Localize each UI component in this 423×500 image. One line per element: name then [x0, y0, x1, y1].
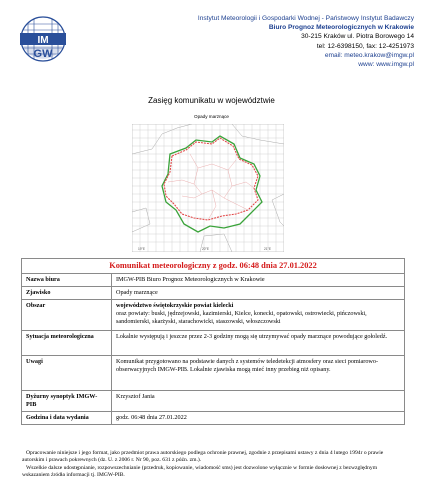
row-value: Komunikat przygotowano na podstawie danych z systemów teledetekcji atmosfery oraz sieci pomiarowo-obserwacyjnych IMGW-PIB. Lokalnie zjawiska mogą mieć inny przebieg niż opisany. — [112, 356, 405, 391]
row-value: Opady marznące — [112, 287, 405, 300]
map-caption: Opady marznące — [194, 114, 229, 119]
org-email[interactable]: email: meteo.krakow@imgw.pl — [324, 51, 414, 59]
org-name: Instytut Meteorologii i Gospodarki Wodnej - Państwowy Instytut Badawczy — [197, 15, 414, 22]
row-value: Krzysztof Jania — [112, 391, 405, 412]
organization-info — [144, 14, 414, 69]
area-list: oraz powiaty: buski, jędrzejowski, kazimierski, Kielce, konecki, opatowski, ostrowiecki, pińczowski, sandomierski, skarżyski, starachowicki, staszowski, włoszczowski — [116, 310, 367, 325]
imgw-logo — [20, 16, 66, 74]
map-title: Zasięg komunikatu w województwie — [148, 96, 275, 105]
area-primary: województwo świętokrzyskie powiat kielecki — [116, 302, 234, 309]
row-value-area — [112, 300, 405, 331]
table-row — [22, 412, 405, 425]
copyright-notice — [22, 450, 404, 480]
report-table — [21, 258, 405, 425]
svg-text:19°E: 19°E — [138, 247, 145, 251]
row-label: Sytuacja meteorologiczna — [22, 331, 112, 356]
svg-text:20°E: 20°E — [202, 247, 209, 251]
header — [0, 0, 423, 96]
row-label: Nazwa biura — [22, 274, 112, 287]
logo-text-top: IM — [37, 35, 49, 46]
row-label: Uwagi — [22, 356, 112, 391]
table-row — [22, 274, 405, 287]
table-row — [22, 287, 405, 300]
row-value: Lokalnie występują i jeszcze przez 2-3 godziny mogą się utrzymywać opady marznące powodujące gołoledź. — [112, 331, 405, 356]
row-label: Godzina i data wydania — [22, 412, 112, 425]
region-map — [132, 124, 284, 252]
notice-paragraph-2: Wszelkie dalsze udostępnianie, rozpowszechnianie (przedruk, kopiowanie, wiadomość sms) jest dozwolone wyłącznie w formie dosłownej z bezwzględnym wskazaniem źródła informacji tj. IMGW-PIB. — [22, 464, 378, 479]
row-label: Zjawisko — [22, 287, 112, 300]
org-web[interactable]: www: www.imgw.pl — [358, 61, 414, 69]
org-address: 30-215 Kraków ul. Piotra Borowego 14 — [301, 33, 414, 41]
org-phone: tel: 12-6398150, fax: 12-4251973 — [316, 42, 414, 50]
row-label: Obszar — [22, 300, 112, 331]
svg-text:21°E: 21°E — [264, 247, 271, 251]
row-value: IMGW-PIB Biuro Prognoz Meteorologicznych w Krakowie — [112, 274, 405, 287]
table-row — [22, 391, 405, 412]
table-row — [22, 300, 405, 331]
row-value: godz. 06:48 dnia 27.01.2022 — [112, 412, 405, 425]
table-row — [22, 356, 405, 391]
notice-paragraph-1: Opracowanie niniejsze i jego format, jako przedmiot prawa autorskiego podlega ochronie prawnej, zgodnie z przepisami ustawy z dnia 4 lutego 1994r o prawie autorskim i prawach pokrewnych (dz. U. z 2006 r. Nr 90, poz. 631 z późn. zm.). — [22, 450, 384, 464]
org-bureau: Biuro Prognoz Meteorologicznych w Krakowie — [268, 24, 414, 32]
row-label: Dyżurny synoptyk IMGW-PIB — [22, 391, 112, 412]
table-row — [22, 331, 405, 356]
report-heading: Komunikat meteorologiczny z godz. 06:48 dnia 27.01.2022 — [22, 259, 405, 274]
logo-text-bottom: GW — [33, 48, 53, 60]
